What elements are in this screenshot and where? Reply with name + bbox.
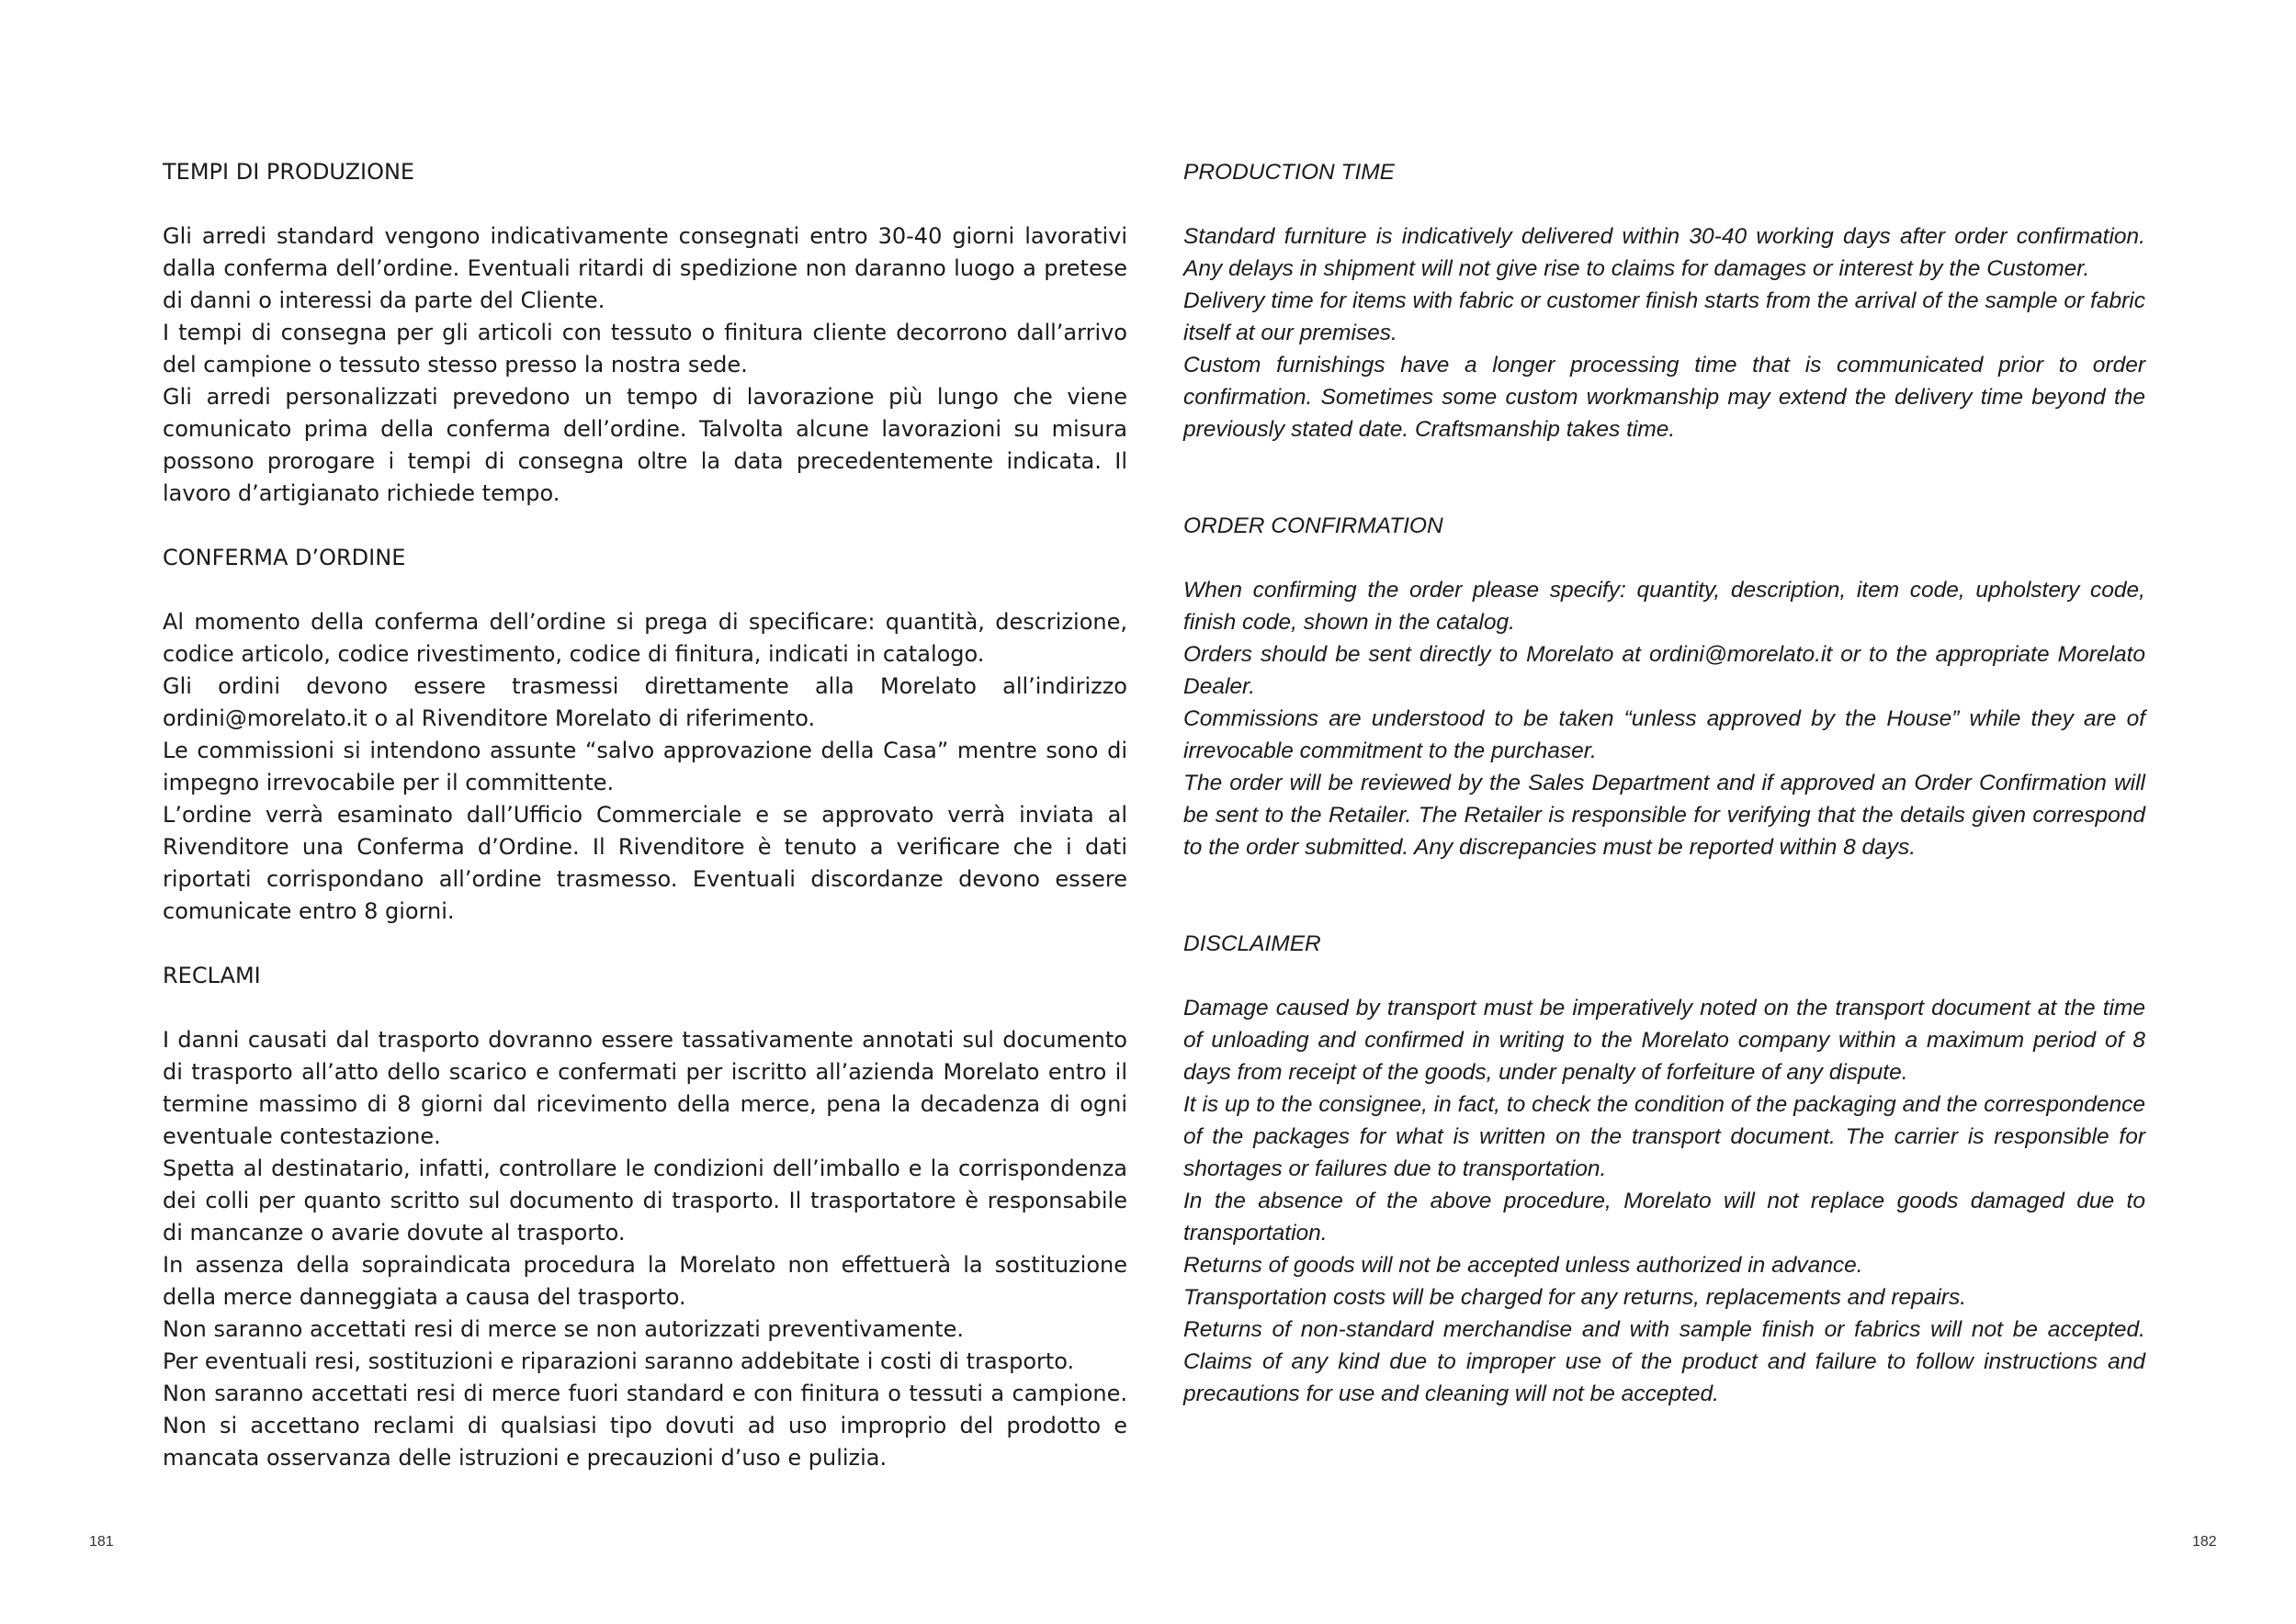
section-conferma-ordine bbox=[163, 542, 1127, 928]
section-disclaimer bbox=[1183, 928, 2145, 1410]
paragraph: I danni causati dal trasporto dovranno essere tassativamente annotati sul documento di trasporto all’atto dello scarico e confermati per iscritto all’azienda Morelato entro il termine massimo di 8 giorni dal ricevimento della merce, pena la decadenza di ogni eventuale contestazione. bbox=[163, 1027, 1127, 1149]
paragraph: L’ordine verrà esaminato dall’Ufficio Commerciale e se approvato verrà inviata al Rivenditore una Conferma d’Ordine. Il Rivenditore è tenuto a verificare che i dati riportati corrispondano all’ordine trasmesso. Eventuali discordanze devono essere comunicate entro 8 giorni. bbox=[163, 802, 1127, 924]
page-number-right: 182 bbox=[2192, 1534, 2217, 1550]
section-heading: DISCLAIMER bbox=[1183, 931, 1321, 956]
paragraph: I tempi di consegna per gli articoli con tessuto o finitura cliente decorrono dall’arrivo del campione o tessuto stesso presso la nostra sede. bbox=[163, 320, 1127, 378]
section-heading: CONFERMA D’ORDINE bbox=[163, 545, 406, 570]
paragraph: Standard furniture is indicatively delivered within 30-40 working days after order confirmation. Any delays in shipment will not give rise to claims for damages or interest by the Customer. bbox=[1183, 224, 2145, 281]
paragraph: When confirming the order please specify: quantity, description, item code, upholstery code, finish code, shown in the catalog. bbox=[1183, 578, 2145, 635]
paragraph: It is up to the consignee, in fact, to check the condition of the packaging and the correspondence of the packages for what is written on the transport document. The carrier is responsible for shortages or failures due to transportation. bbox=[1183, 1092, 2145, 1181]
paragraph: Le commissioni si intendono assunte “salvo approvazione della Casa” mentre sono di impegno irrevocabile per il committente. bbox=[163, 738, 1127, 795]
paragraph: Gli arredi standard vengono indicativamente consegnati entro 30-40 giorni lavorativi dalla conferma dell’ordine. Eventuali ritardi di spedizione non daranno luogo a pretese di danni o interessi da parte del Cliente. bbox=[163, 223, 1127, 313]
paragraph: Gli arredi personalizzati prevedono un tempo di lavorazione più lungo che viene comunicato prima della conferma dell’ordine. Talvolta alcune lavorazioni su misura possono prorogare i tempi di consegna oltre la data precedentemente indicata. Il lavoro d’artigianato richiede tempo. bbox=[163, 384, 1127, 506]
section-heading: RECLAMI bbox=[163, 963, 261, 988]
paragraph: Spetta al destinatario, infatti, controllare le condizioni dell’imballo e la corrispondenza dei colli per quanto scritto sul documento di trasporto. Il trasportatore è responsabile di mancanze o avarie dovute al trasporto. bbox=[163, 1156, 1127, 1246]
paragraph: Non saranno accettati resi di merce fuori standard e con finitura o tessuti a campione. Non si accettano reclami di qualsiasi tipo dovuti ad uso improprio del prodotto e mancata osservanza delle istruzioni e precauzioni d’uso e pulizia. bbox=[163, 1381, 1127, 1471]
paragraph: Orders should be sent directly to Morelato at ordini@morelato.it or to the appropriate Morelato Dealer. bbox=[1183, 642, 2145, 699]
paragraph: Per eventuali resi, sostituzioni e riparazioni saranno addebitate i costi di trasporto. bbox=[163, 1348, 1075, 1374]
paragraph: Non saranno accettati resi di merce se non autorizzati preventivamente. bbox=[163, 1316, 965, 1342]
paragraph: The order will be reviewed by the Sales Department and if approved an Order Confirmation will be sent to the Retailer. The Retailer is responsible for verifying that the details given correspond to the order submitted. Any discrepancies must be reported within 8 days. bbox=[1183, 771, 2145, 860]
section-tempi-di-produzione bbox=[163, 156, 1127, 510]
paragraph: Returns of goods will not be accepted unless authorized in advance. bbox=[1183, 1253, 1863, 1278]
paragraph: Delivery time for items with fabric or customer finish starts from the arrival of the sample or fabric itself at our premises. bbox=[1183, 288, 2145, 345]
paragraph: Returns of non-standard merchandise and with sample finish or fabrics will not be accepted. Claims of any kind due to improper use of the product and failure to follow instructions and precautions for use and cleaning will not be accepted. bbox=[1183, 1317, 2145, 1406]
section-heading: PRODUCTION TIME bbox=[1183, 160, 1396, 185]
left-page-column bbox=[163, 156, 1127, 1506]
paragraph: Transportation costs will be charged for any returns, replacements and repairs. bbox=[1183, 1285, 1967, 1310]
section-heading: ORDER CONFIRMATION bbox=[1183, 513, 1443, 538]
paragraph: In assenza della sopraindicata procedura la Morelato non effettuerà la sostituzione della merce danneggiata a causa del trasporto. bbox=[163, 1252, 1127, 1310]
right-page-column bbox=[1183, 156, 2145, 1442]
section-reclami bbox=[163, 960, 1127, 1474]
paragraph: Damage caused by transport must be imperatively noted on the transport document at the time of unloading and confirmed in writing to the Morelato company within a maximum period of 8 days from receipt of the goods, under penalty of forfeiture of any dispute. bbox=[1183, 996, 2145, 1085]
section-production-time bbox=[1183, 156, 2145, 445]
paragraph: Custom furnishings have a longer processing time that is communicated prior to order confirmation. Sometimes some custom workmanship may extend the delivery time beyond the previously stated date. Craftsmanship takes time. bbox=[1183, 353, 2145, 442]
page-number-left: 181 bbox=[89, 1534, 114, 1550]
paragraph: Commissions are understood to be taken “unless approved by the House” while they are of irrevocable commitment to the purchaser. bbox=[1183, 706, 2145, 763]
section-order-confirmation bbox=[1183, 510, 2145, 863]
paragraph: In the absence of the above procedure, Morelato will not replace goods damaged due to transportation. bbox=[1183, 1189, 2145, 1246]
paragraph: Al momento della conferma dell’ordine si prega di specificare: quantità, descrizione, codice articolo, codice rivestimento, codice di finitura, indicati in catalogo. bbox=[163, 609, 1127, 667]
section-heading: TEMPI DI PRODUZIONE bbox=[163, 159, 415, 185]
paragraph: Gli ordini devono essere trasmessi direttamente alla Morelato all’indirizzo ordini@morelato.it o al Rivenditore Morelato di riferimento. bbox=[163, 673, 1127, 731]
